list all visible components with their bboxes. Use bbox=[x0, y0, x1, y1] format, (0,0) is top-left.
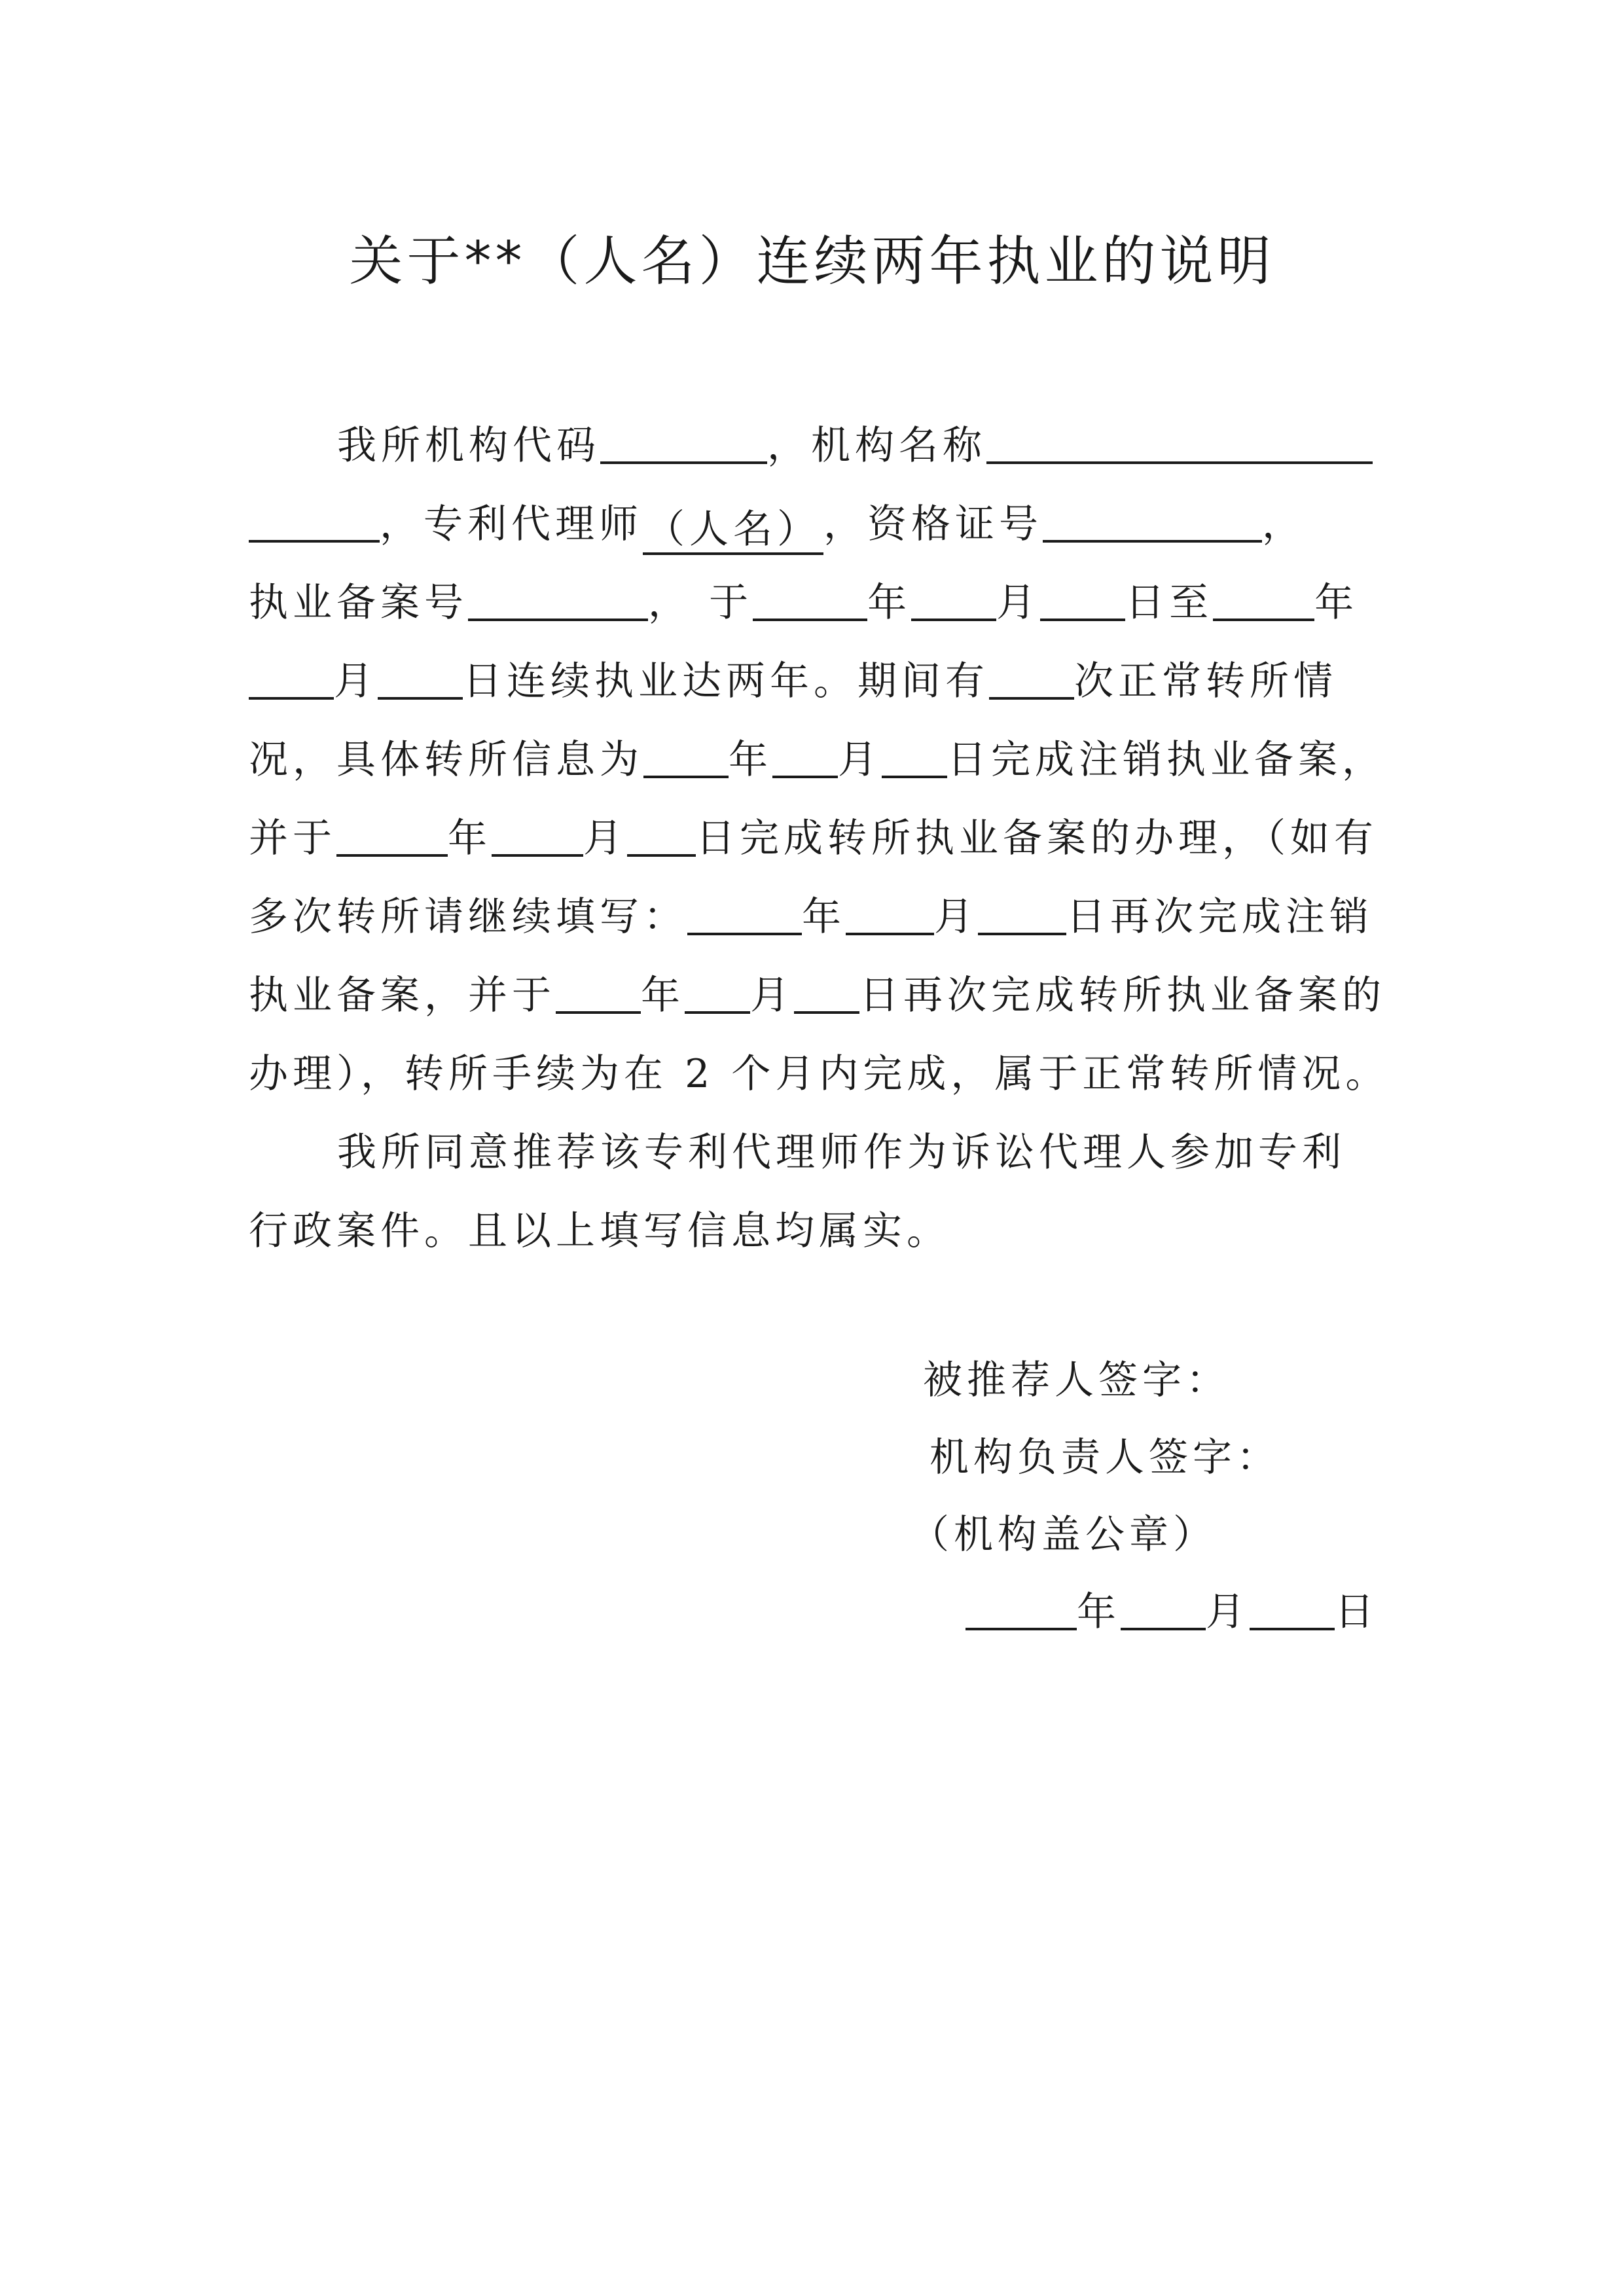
seal-label: （机构盖公章） bbox=[910, 1512, 1217, 1558]
start-month-field[interactable] bbox=[911, 573, 996, 621]
signature-date bbox=[965, 1573, 1379, 1651]
sign-month-field[interactable] bbox=[1121, 1582, 1206, 1630]
org-code-field[interactable] bbox=[600, 416, 767, 464]
org-name-field-cont[interactable] bbox=[249, 494, 380, 543]
paragraph-line bbox=[249, 1035, 1389, 1113]
end-year-field[interactable] bbox=[1213, 573, 1314, 621]
label-month: 月 bbox=[934, 894, 978, 940]
label-year: 年 bbox=[802, 894, 846, 940]
transfer-count-field[interactable] bbox=[989, 651, 1074, 700]
transfer-day-field[interactable] bbox=[627, 808, 696, 857]
label-multiple: 多次转所请继续填写： bbox=[249, 894, 687, 940]
label-year: 年 bbox=[729, 737, 772, 783]
cancel2-year-field[interactable] bbox=[687, 887, 802, 935]
transfer2-day-field[interactable] bbox=[794, 965, 859, 1014]
transfer-year-field[interactable] bbox=[336, 808, 448, 857]
paragraph-line bbox=[249, 878, 1373, 956]
label-and: 并于 bbox=[249, 816, 336, 861]
label-transfer-done: 日完成转所执业备案的办理，（如有 bbox=[696, 816, 1378, 861]
head-signature-label: 机构负责人签字： bbox=[929, 1435, 1280, 1480]
paragraph-line bbox=[249, 721, 1386, 798]
nominee-signature-label: 被推荐人签字： bbox=[923, 1357, 1230, 1403]
label-since: ， 于 bbox=[648, 580, 753, 626]
end-day-field[interactable] bbox=[378, 651, 463, 700]
label-continuous: 日连续执业达两年。期间有 bbox=[463, 658, 989, 704]
label-cert-no: ，资格证号 bbox=[823, 501, 1043, 547]
label-day: 日 bbox=[1335, 1589, 1379, 1635]
cancel2-month-field[interactable] bbox=[846, 887, 934, 935]
comma: ， bbox=[1262, 501, 1306, 547]
paragraph-line bbox=[249, 643, 1337, 720]
org-name-field[interactable] bbox=[986, 416, 1373, 464]
label-transfer: 次正常转所情 bbox=[1074, 658, 1337, 704]
label-agent: ，专利代理师 bbox=[380, 501, 643, 547]
sign-year-field[interactable] bbox=[965, 1582, 1077, 1630]
label-cancel: 日完成注销执业备案， bbox=[947, 737, 1386, 783]
label-month: 月 bbox=[750, 973, 794, 1018]
paragraph-line bbox=[249, 486, 1306, 563]
transfer-month-field[interactable] bbox=[492, 808, 583, 857]
end-month-field[interactable] bbox=[249, 651, 334, 700]
cancel2-day-field[interactable] bbox=[978, 887, 1066, 935]
label-org-code: 我所机构代码 bbox=[337, 423, 600, 469]
sign-day-field[interactable] bbox=[1250, 1582, 1335, 1630]
label-filing-and: 执业备案，并于 bbox=[249, 973, 556, 1018]
paragraph-line bbox=[249, 957, 1386, 1034]
label-year: 年 bbox=[641, 973, 685, 1018]
cancel-year-field[interactable] bbox=[643, 730, 729, 778]
paragraph-line bbox=[249, 1193, 950, 1270]
label-month: 月 bbox=[838, 737, 882, 783]
transfer2-year-field[interactable] bbox=[556, 965, 641, 1014]
label-year: 年 bbox=[1077, 1589, 1121, 1635]
label-cancel-again: 日再次完成注销 bbox=[1066, 894, 1373, 940]
recommendation-text: 行政案件。且以上填写信息均属实。 bbox=[249, 1208, 950, 1254]
label-conclusion: 办理），转所手续为在 2 个月内完成，属于正常转所情况。 bbox=[249, 1051, 1390, 1097]
cancel-month-field[interactable] bbox=[772, 730, 838, 778]
paragraph-line bbox=[249, 564, 1358, 641]
label-year: 年 bbox=[1314, 580, 1359, 626]
label-month: 月 bbox=[583, 816, 627, 861]
label-year: 年 bbox=[867, 580, 912, 626]
label-month: 月 bbox=[1206, 1589, 1250, 1635]
agent-name-field[interactable]: （人名） bbox=[643, 507, 823, 555]
label-month: 月 bbox=[996, 580, 1041, 626]
page-title: 关于**（人名）连续两年执业的说明 bbox=[349, 230, 1275, 293]
cancel-day-field[interactable] bbox=[882, 730, 947, 778]
filing-no-field[interactable] bbox=[468, 573, 648, 621]
transfer2-month-field[interactable] bbox=[685, 965, 750, 1014]
start-year-field[interactable] bbox=[753, 573, 867, 621]
label-day-to: 日至 bbox=[1125, 580, 1214, 626]
paragraph-line bbox=[249, 800, 1378, 877]
paragraph-line bbox=[337, 1114, 1346, 1191]
label-filing-no: 执业备案号 bbox=[249, 580, 468, 626]
label-org-name: ，机构名称 bbox=[767, 423, 986, 469]
label-year: 年 bbox=[448, 816, 492, 861]
cert-no-field[interactable] bbox=[1043, 494, 1262, 543]
paragraph-line bbox=[337, 407, 1373, 484]
recommendation-text: 我所同意推荐该专利代理师作为诉讼代理人参加专利 bbox=[337, 1130, 1346, 1175]
label-month: 月 bbox=[334, 658, 378, 704]
start-day-field[interactable] bbox=[1040, 573, 1125, 621]
label-transfer-info: 况，具体转所信息为 bbox=[249, 737, 643, 783]
label-transfer-again: 日再次完成转所执业备案的 bbox=[859, 973, 1386, 1018]
